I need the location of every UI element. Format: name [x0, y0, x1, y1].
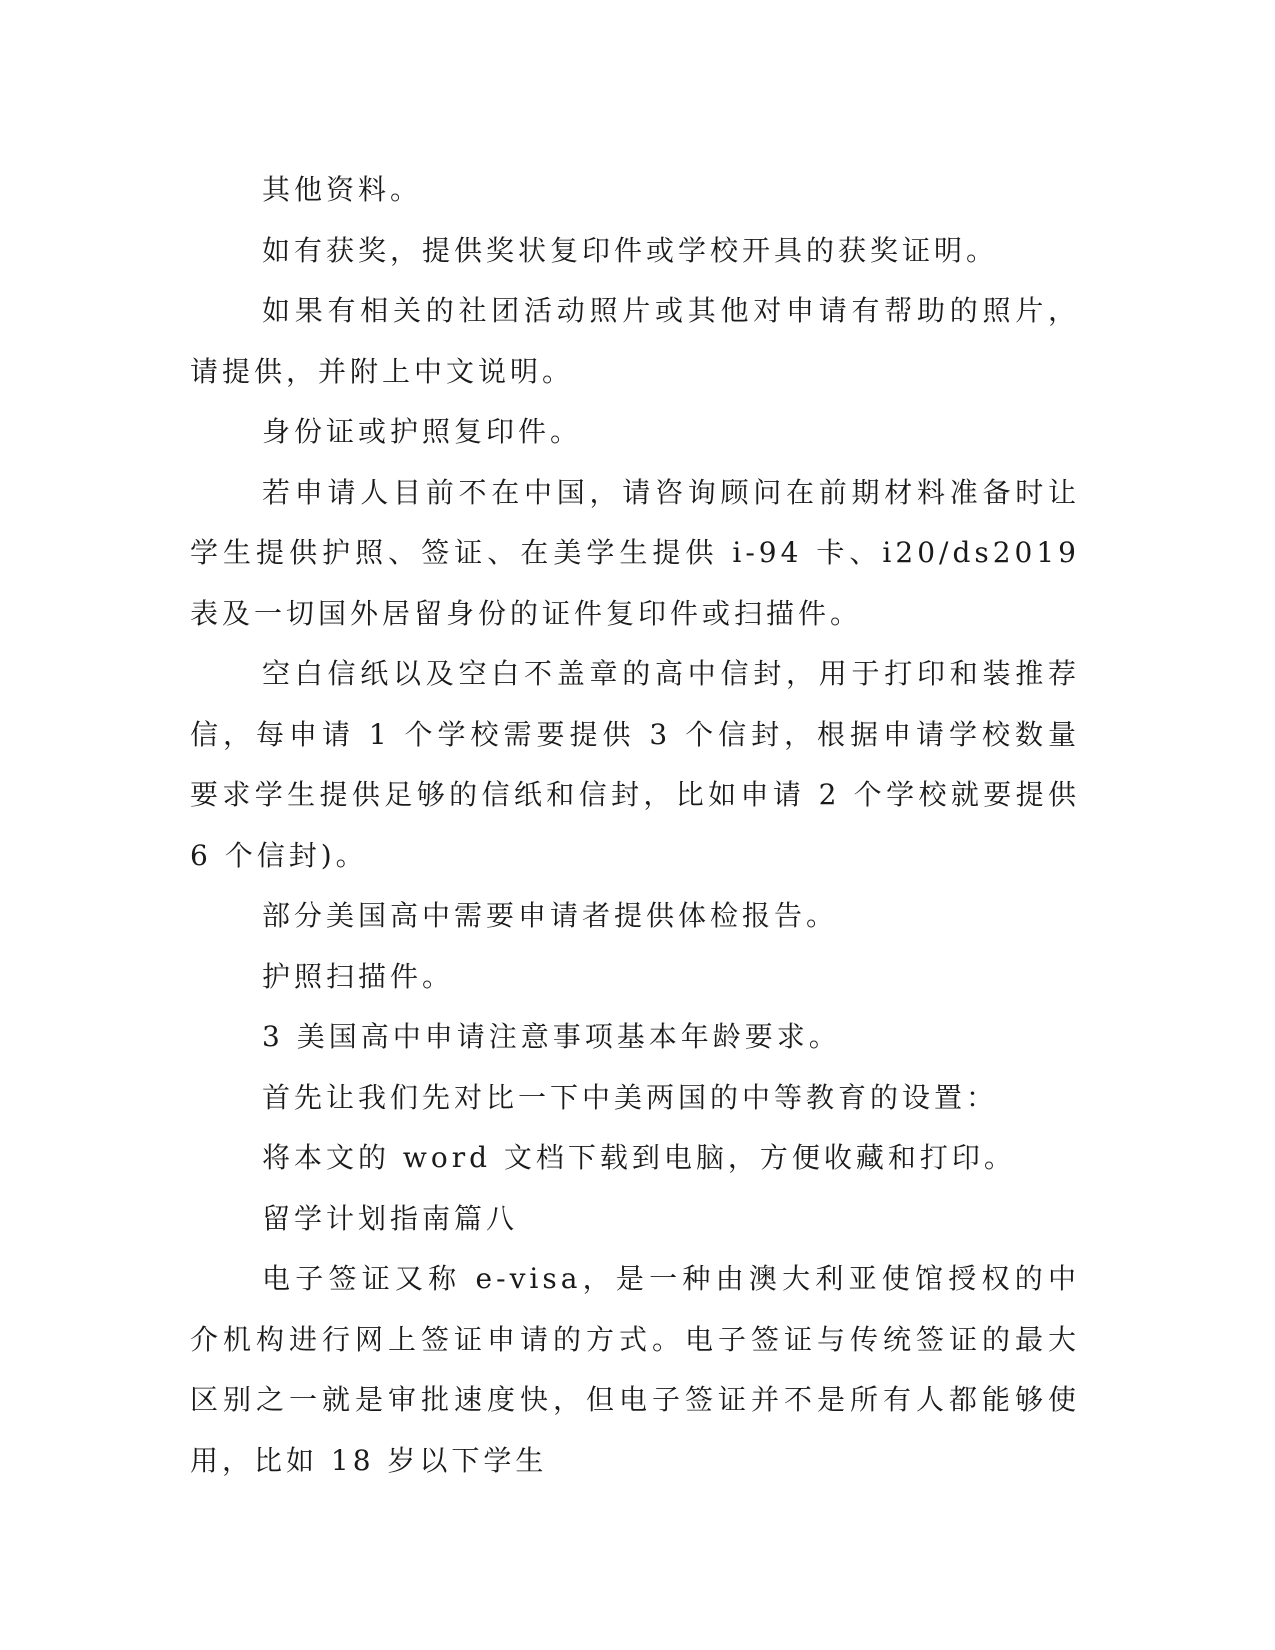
paragraph: 将本文的 word 文档下载到电脑，方便收藏和打印。 [262, 1141, 1016, 1174]
section-heading: 留学计划指南篇八 [262, 1201, 519, 1235]
paragraph: 3 美国高中申请注意事项基本年龄要求。 [262, 1020, 841, 1053]
document-body [190, 160, 1080, 1491]
paragraph: 如果有相关的社团活动照片或其他对申请有帮助的照片，请提供，并附上中文说明。 [190, 294, 1080, 388]
paragraph: 护照扫描件。 [262, 959, 455, 993]
paragraph: 空白信纸以及空白不盖章的高中信封，用于打印和装推荐信，每申请 1 个学校需要提供 3 个信封，根据申请学校数量要求学生提供足够的信纸和信封，比如申请 2 个学校就要提供 6 个信封)。 [190, 657, 1080, 872]
paragraph: 如有获奖，提供奖状复印件或学校开具的获奖证明。 [262, 233, 999, 267]
paragraph: 身份证或护照复印件。 [262, 415, 583, 448]
paragraph: 首先让我们先对比一下中美两国的中等教育的设置： [262, 1080, 999, 1114]
paragraph: 其他资料。 [262, 173, 423, 206]
paragraph: 部分美国高中需要申请者提供体检报告。 [262, 899, 839, 932]
paragraph: 电子签证又称 e-visa，是一种由澳大利亚使馆授权的中介机构进行网上签证申请的方式。电子签证与传统签证的最大区别之一就是审批速度快，但电子签证并不是所有人都能够使用，比如 18 岁以下学生 [190, 1262, 1080, 1477]
paragraph: 若申请人目前不在中国，请咨询顾问在前期材料准备时让学生提供护照、签证、在美学生提供 i-94 卡、i20/ds2019 表及一切国外居留身份的证件复印件或扫描件。 [190, 475, 1080, 630]
